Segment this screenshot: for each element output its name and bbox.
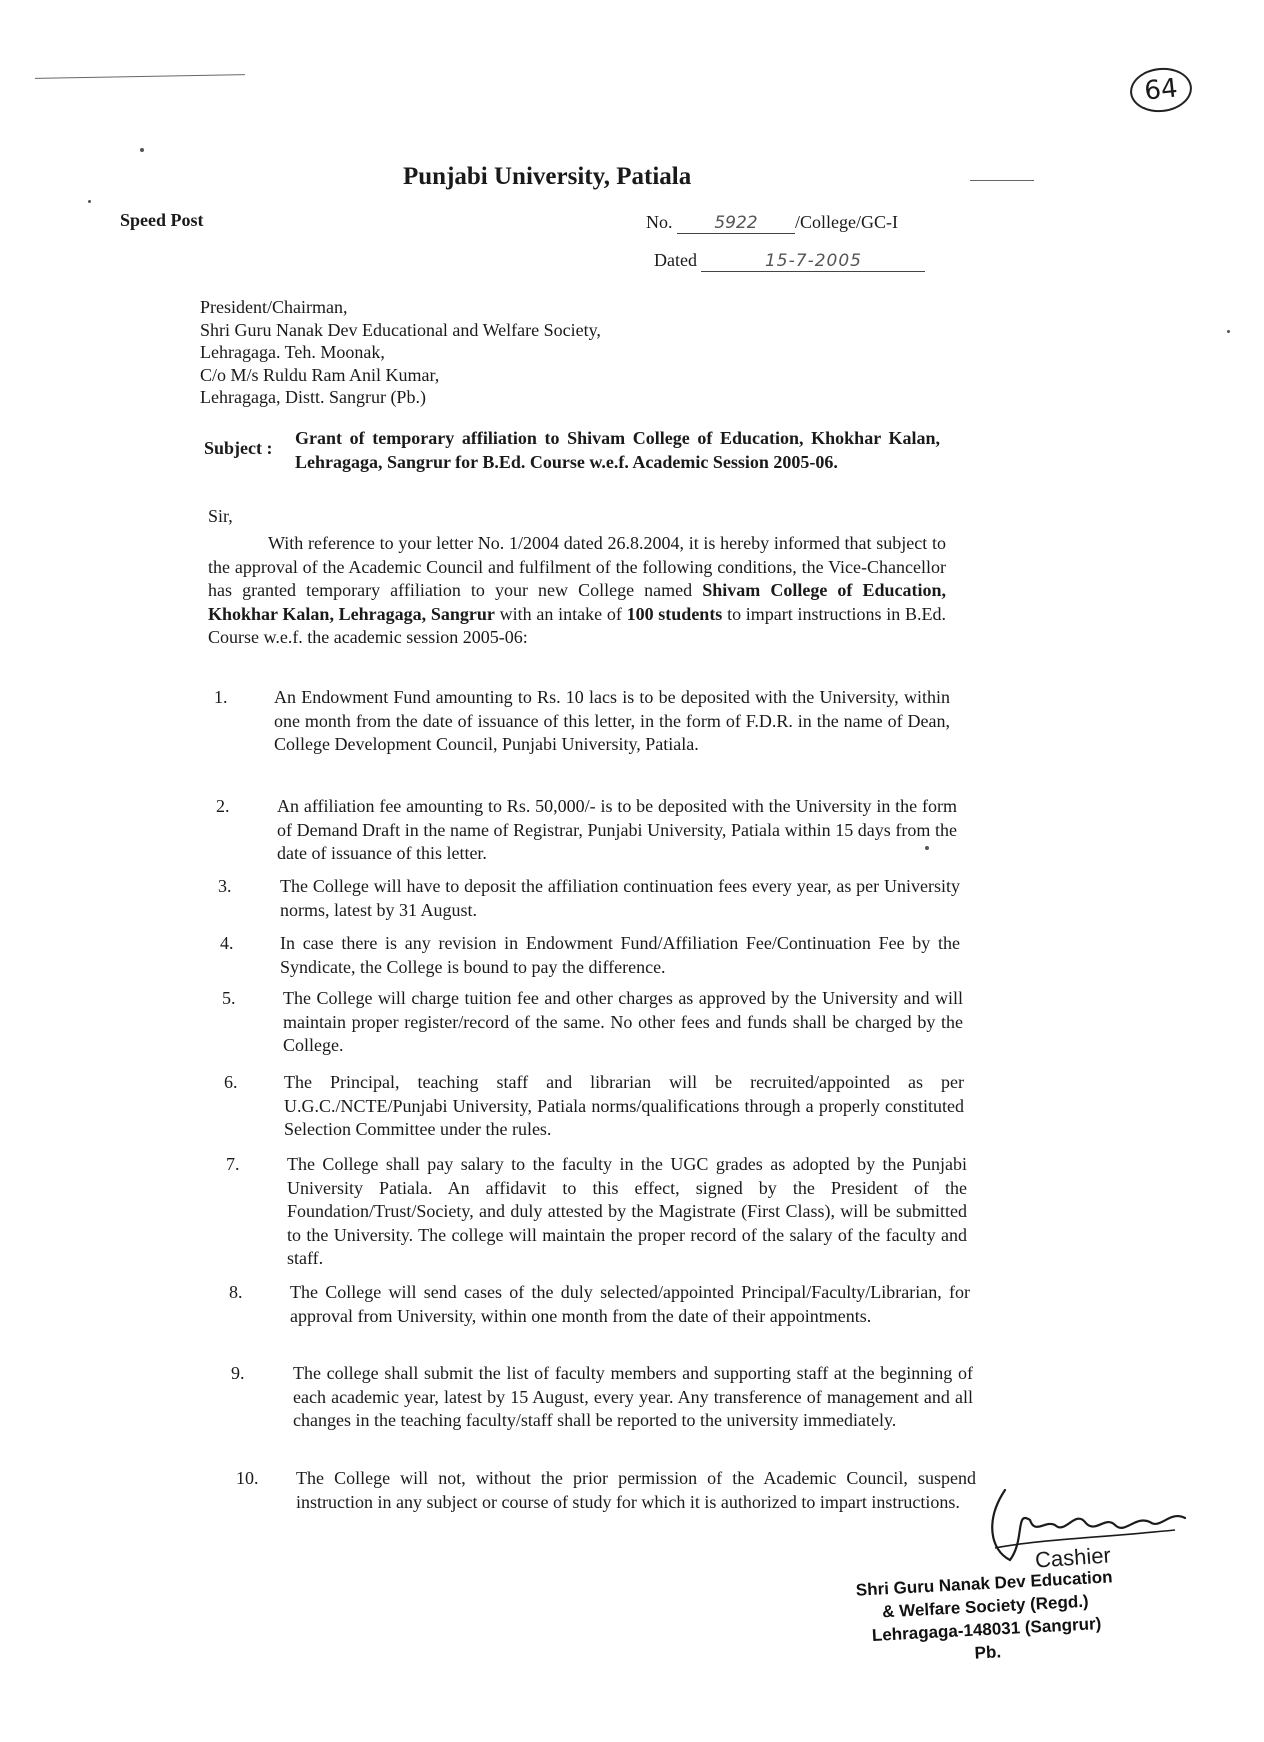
subject-label: Subject : [204, 438, 273, 458]
university-title: Punjabi University, Patiala [403, 163, 692, 190]
intake-count: 100 students [626, 603, 723, 624]
condition-text: An affiliation fee amounting to Rs. 50,000/- is to be deposited with the University in the form of Demand Draft in the name of Registrar, Punjabi University, Patiala within 15 days from the date of issuance of this letter. [277, 796, 957, 863]
recipient-address [200, 296, 601, 409]
address-line: President/Chairman, [200, 297, 348, 317]
condition-text: In case there is any revision in Endowment Fund/Affiliation Fee/Continuation Fee by the Syndicate, the College is bound to pay the difference. [280, 933, 960, 977]
condition-number: 10. [236, 1468, 259, 1488]
condition-number: 1. [214, 687, 228, 707]
condition-text: The College shall pay salary to the faculty in the UGC grades as adopted by the Punjabi University Patiala. An affidavit to this effect, signed by the President of the Foundation/Trust/Society, and duly attested by the Magistrate (First Class), will be submitted to the University. The college will maintain the proper record of the salary of the faculty and staff. [287, 1154, 967, 1268]
condition-number: 7. [226, 1154, 240, 1174]
condition-number: 5. [222, 988, 236, 1008]
ref-handwritten: 5922 [677, 213, 795, 234]
address-line: Lehragaga, Distt. Sangrur (Pb.) [200, 387, 426, 407]
college-name: Shivam College of Education, Khokhar Kalan, Lehragaga, Sangrur [208, 580, 946, 624]
condition-text: An Endowment Fund amounting to Rs. 10 lacs is to be deposited with the University, within one month from the date of issuance of this letter, in the form of F.D.R. in the name of Dean, College Development Council, Punjabi University, Patiala. [274, 687, 950, 754]
intro-text: With reference to your letter No. 1/2004 dated 26.8.2004, it is hereby informed that subject to the approval of the Academic Council and fulfilment of the following conditions, the Vice-Chancellor has granted temporary affiliation to your new College named [208, 533, 946, 600]
dated-handwritten: 15-7-2005 [701, 251, 925, 272]
reference-number [646, 212, 898, 234]
subject-text: Grant of temporary affiliation to Shivam College of Education, Khokhar Kalan, Lehragaga, Sangrur for B.Ed. Course w.e.f. Academic Session 2005-06. [295, 428, 940, 472]
dated-label: Dated [654, 250, 697, 270]
page-number: 64 [1128, 65, 1194, 115]
scan-mark-line [970, 180, 1034, 181]
condition-number: 8. [229, 1282, 243, 1302]
ref-suffix: /College/GC-I [795, 212, 898, 232]
scan-speck [140, 148, 144, 152]
scan-speck [88, 200, 91, 203]
condition-number: 6. [224, 1072, 238, 1092]
ref-prefix: No. [646, 212, 673, 232]
condition-number: 4. [220, 933, 234, 953]
intro-paragraph [208, 532, 946, 650]
condition-number: 3. [218, 876, 232, 896]
condition-text: The College will have to deposit the affiliation continuation fees every year, as per University norms, latest by 31 August. [280, 876, 960, 920]
condition-number: 2. [216, 796, 230, 816]
stamp-line: Lehragaga-148031 (Sangrur) Pb. [871, 1613, 1102, 1663]
condition-number: 9. [231, 1363, 245, 1383]
address-line: C/o M/s Ruldu Ram Anil Kumar, [200, 364, 440, 385]
condition-text: The College will send cases of the duly selected/appointed Principal/Faculty/Librarian, for approval from University, within one month from the date of their appointments. [290, 1282, 970, 1326]
stamp-role: Cashier [1034, 1542, 1112, 1573]
condition-text: The Principal, teaching staff and librarian will be recruited/appointed as per U.G.C./NCTE/Punjabi University, Patiala norms/qualifications through a properly constituted Selection Committee under the rules. [284, 1072, 964, 1139]
society-stamp [854, 1565, 1118, 1670]
condition-text: The College will not, without the prior permission of the Academic Council, suspend instruction in any subject or course of study for which it is authorized to impart instructions. [296, 1468, 976, 1512]
scan-mark-line [35, 74, 245, 79]
intro-text: to impart instructions in B.Ed. Course w.e.f. the academic session 2005-06: [208, 603, 946, 647]
date-line [654, 250, 925, 272]
stamp-line: Shri Guru Nanak Dev Education [855, 1567, 1113, 1600]
condition-text: The College will charge tuition fee and other charges as approved by the University and will maintain proper register/record of the same. No other fees and funds shall be charged by the College. [283, 988, 963, 1055]
scan-speck [1227, 330, 1230, 333]
condition-text: The college shall submit the list of faculty members and supporting staff at the beginning of each academic year, latest by 15 August, every year. Any transference of management and all changes in the teaching faculty/staff shall be reported to the university immediately. [293, 1363, 973, 1430]
address-line: Shri Guru Nanak Dev Educational and Welfare Society, [200, 319, 601, 340]
salutation: Sir, [208, 506, 233, 526]
intro-text: with an intake of [494, 603, 627, 624]
address-line: Lehragaga. Teh. Moonak, [200, 342, 385, 362]
stamp-line: & Welfare Society (Regd.) [881, 1591, 1090, 1622]
dispatch-mode: Speed Post [120, 210, 204, 230]
